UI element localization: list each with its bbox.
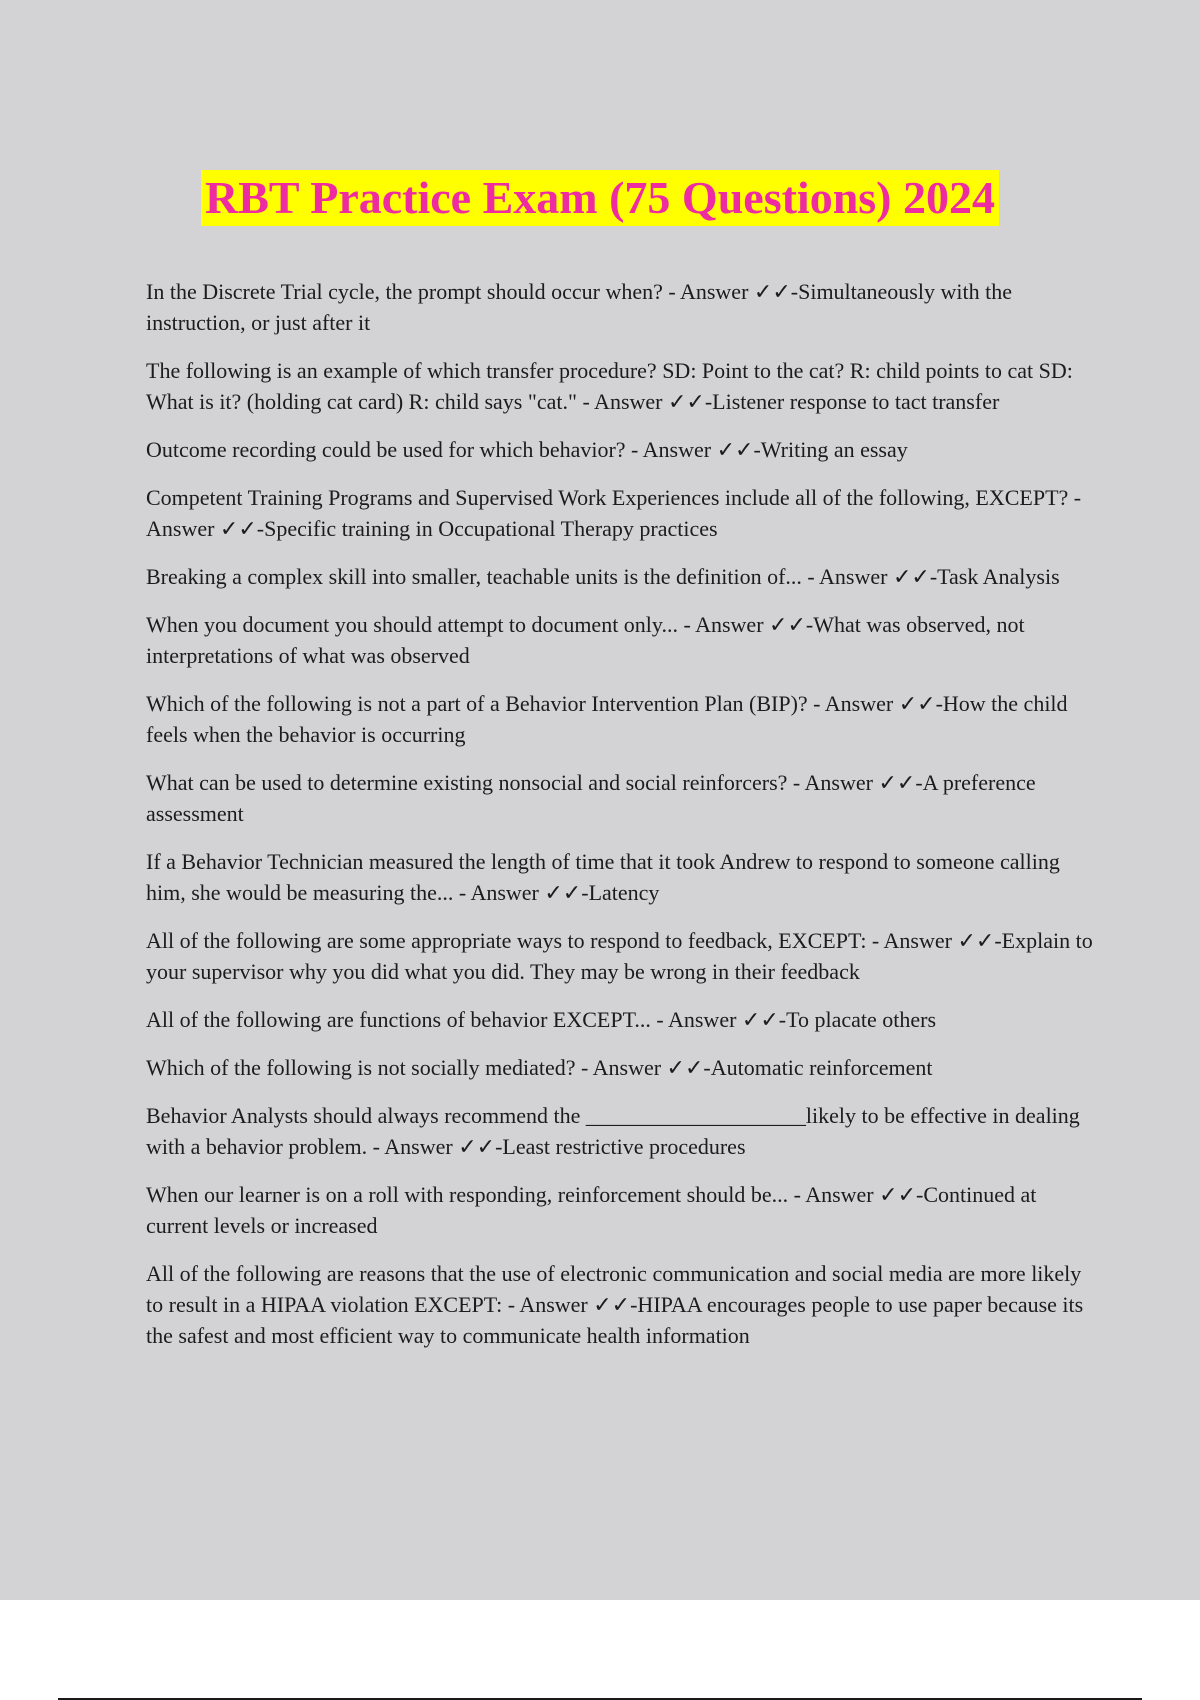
qa-item: Which of the following is not socially mediated? - Answer ✓✓-Automatic reinforcement — [146, 1055, 933, 1080]
question-answer-list — [146, 276, 1096, 1368]
qa-item: All of the following are some appropriate ways to respond to feedback, EXCEPT: - Answer ✓✓-Explain to your supervisor why you did what you did. They may be wrong in their feedback — [146, 928, 1093, 984]
qa-item: In the Discrete Trial cycle, the prompt should occur when? - Answer ✓✓-Simultaneously with the instruction, or just after it — [146, 279, 1012, 335]
document-title: RBT Practice Exam (75 Questions) 2024 — [201, 170, 999, 226]
title-container — [0, 170, 1200, 226]
qa-item: Which of the following is not a part of a Behavior Intervention Plan (BIP)? - Answer ✓✓-How the child feels when the behavior is occurring — [146, 691, 1068, 747]
qa-item: All of the following are reasons that the use of electronic communication and social media are more likely to result in a HIPAA violation EXCEPT: - Answer ✓✓-HIPAA encourages people to use paper because its the safest and most efficient way to communicate health information — [146, 1261, 1084, 1348]
qa-item: Behavior Analysts should always recommend the ____________________likely to be effective in dealing with a behavior problem. - Answer ✓✓-Least restrictive procedures — [146, 1103, 1080, 1159]
qa-item: What can be used to determine existing nonsocial and social reinforcers? - Answer ✓✓-A preference assessment — [146, 770, 1036, 826]
qa-item: When you document you should attempt to document only... - Answer ✓✓-What was observed, not interpretations of what was observed — [146, 612, 1025, 668]
qa-item: Outcome recording could be used for which behavior? - Answer ✓✓-Writing an essay — [146, 437, 908, 462]
qa-item: Competent Training Programs and Supervised Work Experiences include all of the following, EXCEPT? - Answer ✓✓-Specific training in Occupational Therapy practices — [146, 485, 1082, 541]
qa-item: The following is an example of which transfer procedure? SD: Point to the cat? R: child points to cat SD: What is it? (holding cat card) R: child says "cat." - Answer ✓✓-Listener response to tact transfer — [146, 358, 1073, 414]
qa-item: When our learner is on a roll with responding, reinforcement should be... - Answer ✓✓-Continued at current levels or increased — [146, 1182, 1037, 1238]
qa-item: Breaking a complex skill into smaller, teachable units is the definition of... - Answer ✓✓-Task Analysis — [146, 564, 1060, 589]
qa-item: If a Behavior Technician measured the length of time that it took Andrew to respond to someone calling him, she would be measuring the... - Answer ✓✓-Latency — [146, 849, 1060, 905]
qa-item: All of the following are functions of behavior EXCEPT... - Answer ✓✓-To placate others — [146, 1007, 937, 1032]
